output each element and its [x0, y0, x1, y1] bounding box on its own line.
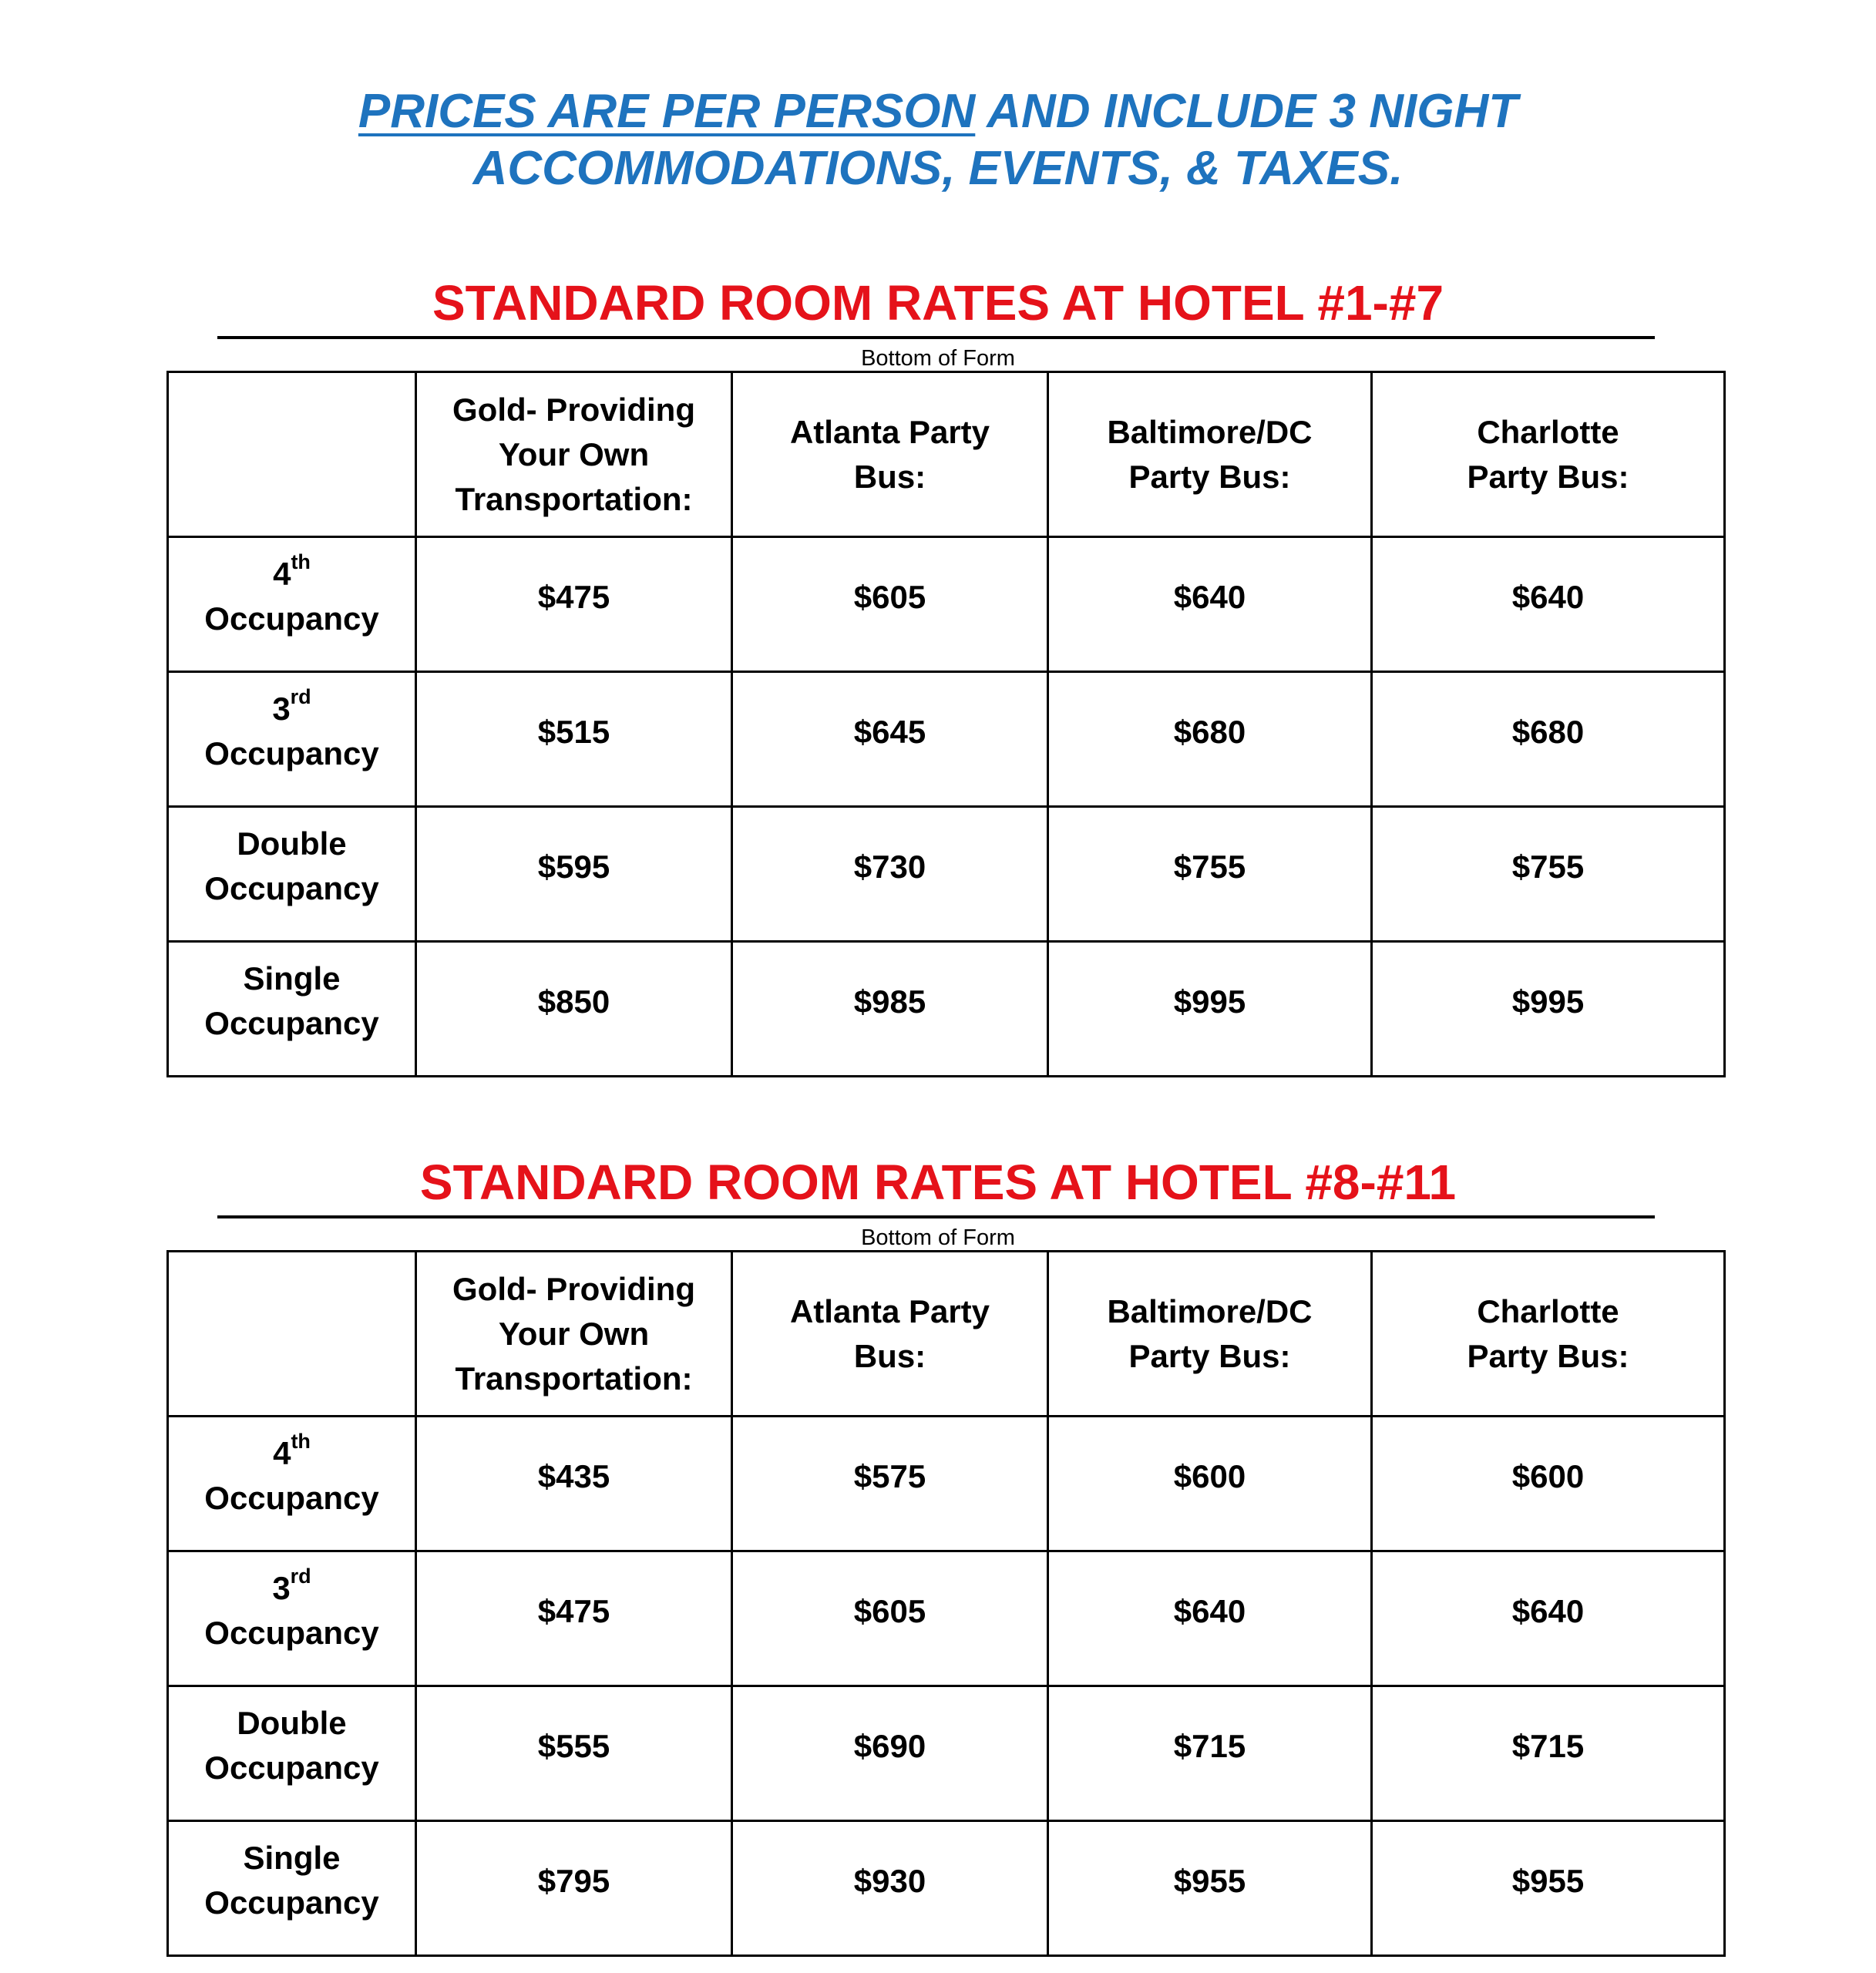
row-label-number: Double	[237, 825, 347, 862]
price-cell: $755	[1048, 807, 1372, 942]
price-cell: $985	[732, 942, 1048, 1077]
price-cell: $605	[732, 537, 1048, 672]
price-cell: $640	[1048, 1551, 1372, 1686]
table-header-row	[168, 1252, 1725, 1417]
row-label-number: Double	[237, 1705, 347, 1741]
row-label-main	[177, 1701, 407, 1746]
row-label-main	[177, 687, 407, 731]
row-label-second: Occupancy	[204, 870, 379, 906]
column-header: Charlotte Party Bus:	[1372, 1252, 1725, 1417]
row-label-number: Single	[243, 1840, 341, 1876]
price-cell: $600	[1372, 1417, 1725, 1551]
table-row	[168, 1686, 1725, 1821]
bottom-of-form-label-2: Bottom of Form	[861, 1225, 1015, 1250]
price-cell: $645	[732, 672, 1048, 807]
row-label	[168, 942, 416, 1077]
price-cell: $730	[732, 807, 1048, 942]
row-label	[168, 1551, 416, 1686]
column-header: Atlanta Party Bus:	[732, 1252, 1048, 1417]
column-header: Gold- Providing Your Own Transportation:	[416, 1252, 732, 1417]
table-row	[168, 1417, 1725, 1551]
row-label-main	[177, 1836, 407, 1881]
row-label-number: 3	[272, 1570, 291, 1606]
column-header: Atlanta Party Bus:	[732, 372, 1048, 537]
intro-line-1-rest: AND INCLUDE 3 NIGHT	[975, 85, 1518, 138]
column-header: Baltimore/DC Party Bus:	[1048, 1252, 1372, 1417]
row-label-second: Occupancy	[204, 735, 379, 771]
row-label-number: 4	[273, 556, 291, 592]
price-cell: $555	[416, 1686, 732, 1821]
price-cell: $690	[732, 1686, 1048, 1821]
price-cell: $930	[732, 1821, 1048, 1956]
price-cell: $475	[416, 537, 732, 672]
corner-cell	[168, 372, 416, 537]
row-label	[168, 672, 416, 807]
row-label-second: Occupancy	[204, 1480, 379, 1516]
price-cell: $715	[1048, 1686, 1372, 1821]
row-label-ordinal-suffix: rd	[290, 685, 311, 708]
row-label-second: Occupancy	[204, 1615, 379, 1651]
intro-heading	[0, 83, 1876, 197]
column-header: Baltimore/DC Party Bus:	[1048, 372, 1372, 537]
intro-line-1	[0, 83, 1876, 140]
price-cell: $995	[1372, 942, 1725, 1077]
price-cell: $595	[416, 807, 732, 942]
row-label-number: Single	[243, 960, 341, 997]
intro-emphasis: PRICES ARE PER PERSON	[358, 85, 976, 138]
price-cell: $640	[1048, 537, 1372, 672]
bottom-of-form-label-1: Bottom of Form	[861, 346, 1015, 371]
price-cell: $475	[416, 1551, 732, 1686]
row-label-main	[177, 956, 407, 1001]
row-label	[168, 537, 416, 672]
price-cell: $680	[1048, 672, 1372, 807]
price-cell: $680	[1372, 672, 1725, 807]
corner-cell	[168, 1252, 416, 1417]
price-cell: $575	[732, 1417, 1048, 1551]
table-row	[168, 537, 1725, 672]
table-row	[168, 672, 1725, 807]
intro-line-2: ACCOMMODATIONS, EVENTS, & TAXES.	[472, 142, 1404, 195]
row-label-main	[177, 552, 407, 597]
row-label	[168, 1417, 416, 1551]
row-label-second: Occupancy	[204, 1749, 379, 1786]
table-row	[168, 807, 1725, 942]
column-header: Charlotte Party Bus:	[1372, 372, 1725, 537]
price-cell: $715	[1372, 1686, 1725, 1821]
table-row	[168, 942, 1725, 1077]
row-label	[168, 807, 416, 942]
column-header: Gold- Providing Your Own Transportation:	[416, 372, 732, 537]
row-label-second: Occupancy	[204, 1884, 379, 1921]
table-header-row	[168, 372, 1725, 537]
section-title-1: STANDARD ROOM RATES AT HOTEL #1-#7	[432, 275, 1444, 331]
price-cell: $600	[1048, 1417, 1372, 1551]
row-label-main	[177, 1431, 407, 1476]
table-row	[168, 1551, 1725, 1686]
row-label-main	[177, 822, 407, 866]
row-label-main	[177, 1566, 407, 1611]
row-label-ordinal-suffix: rd	[290, 1565, 311, 1588]
row-label-second: Occupancy	[204, 1005, 379, 1041]
section-rule-1	[217, 336, 1655, 339]
row-label-number: 3	[272, 691, 291, 727]
row-label-ordinal-suffix: th	[291, 1430, 311, 1453]
price-cell: $755	[1372, 807, 1725, 942]
price-cell: $995	[1048, 942, 1372, 1077]
price-cell: $515	[416, 672, 732, 807]
price-cell: $955	[1048, 1821, 1372, 1956]
price-cell: $955	[1372, 1821, 1725, 1956]
price-cell: $605	[732, 1551, 1048, 1686]
price-cell: $435	[416, 1417, 732, 1551]
row-label-second: Occupancy	[204, 600, 379, 637]
row-label	[168, 1686, 416, 1821]
rates-table-1	[166, 371, 1726, 1077]
price-cell: $640	[1372, 537, 1725, 672]
rates-table-2	[166, 1250, 1726, 1957]
price-cell: $640	[1372, 1551, 1725, 1686]
price-cell: $795	[416, 1821, 732, 1956]
row-label	[168, 1821, 416, 1956]
section-rule-2	[217, 1215, 1655, 1218]
price-cell: $850	[416, 942, 732, 1077]
table-row	[168, 1821, 1725, 1956]
row-label-number: 4	[273, 1435, 291, 1471]
section-title-2: STANDARD ROOM RATES AT HOTEL #8-#11	[419, 1155, 1457, 1210]
row-label-ordinal-suffix: th	[291, 550, 311, 573]
